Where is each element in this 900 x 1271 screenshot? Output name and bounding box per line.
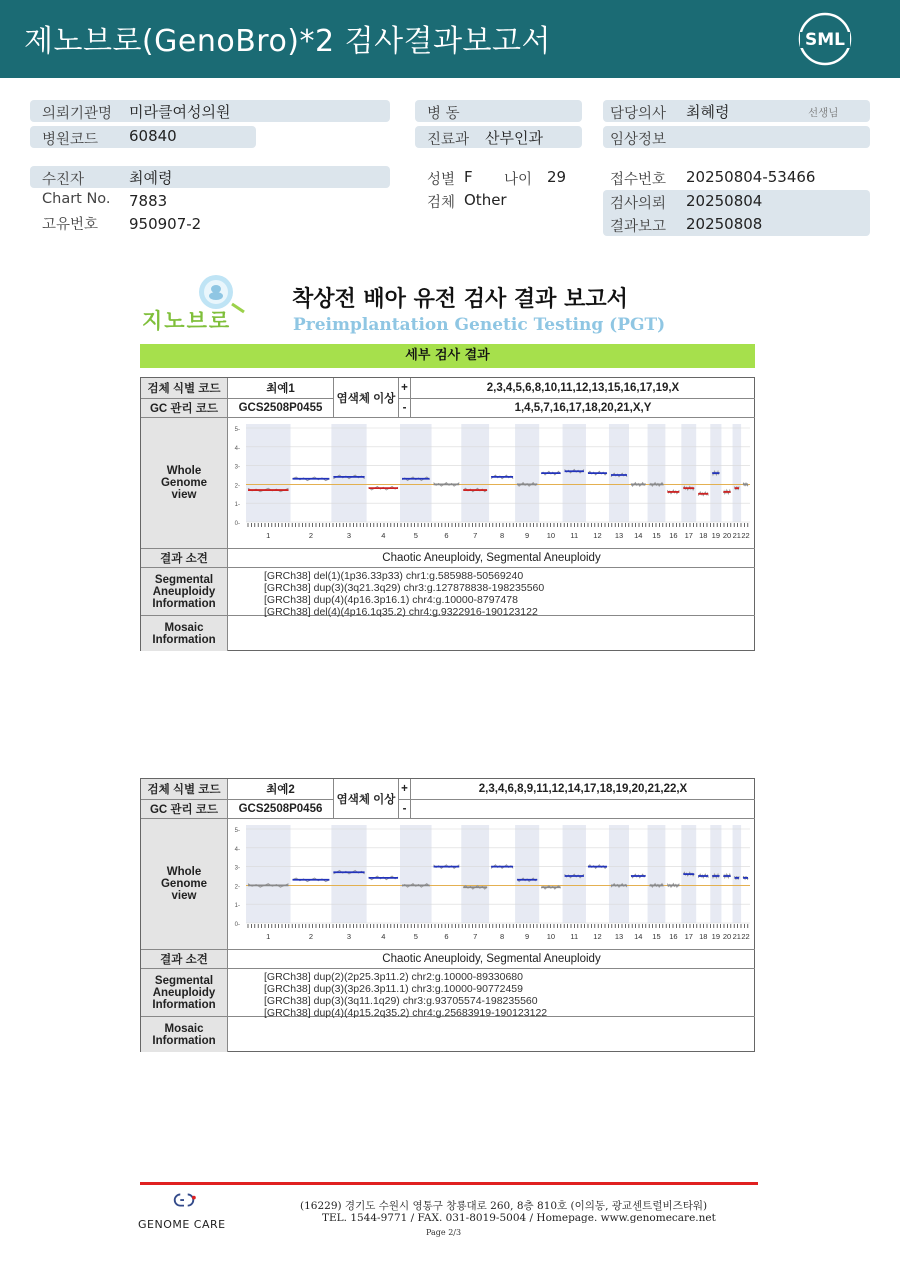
- chromosome-label: 20: [722, 531, 732, 540]
- y-tick-label: 1-: [234, 903, 240, 910]
- chromosome-band: [733, 424, 742, 522]
- chromosome-label: 10: [546, 932, 556, 941]
- sml-logo-icon: [798, 12, 852, 66]
- y-tick-label: 3-: [234, 464, 240, 471]
- whole-genome-chart-2: [228, 819, 753, 948]
- minus-sign: -: [399, 399, 411, 418]
- minus-sign: -: [399, 800, 411, 819]
- chromosome-band: [515, 825, 539, 923]
- wgv-chart-cell: [228, 819, 755, 950]
- chromosome-label: 19: [711, 932, 721, 941]
- doctor-label: 담당의사: [610, 106, 667, 122]
- department-value: 산부인과: [485, 129, 543, 147]
- gc-code-label: GC 관리 코드: [141, 800, 228, 819]
- receipt-value: 20250804-53466: [686, 168, 816, 186]
- chromosome-band: [710, 825, 721, 923]
- chromosome-label: 14: [634, 932, 643, 941]
- chromosome-label: 11: [570, 932, 579, 941]
- chromosome-label: 9: [525, 531, 530, 540]
- genobro-logo-icon: [140, 272, 255, 334]
- chromosome-band: [648, 825, 666, 923]
- doctor-value: 최혜령: [686, 103, 730, 121]
- chromosome-label: 2: [308, 932, 314, 941]
- chromosome-label: 8: [499, 531, 505, 540]
- chromosome-label: 2: [308, 531, 314, 540]
- chromosome-label: 14: [634, 531, 643, 540]
- segmental-cell: [228, 568, 755, 616]
- mosaic-label: Mosaic Information: [141, 1017, 228, 1052]
- gc-code-value: GCS2508P0456: [228, 800, 334, 819]
- minus-chromosomes: 1,4,5,7,16,17,18,20,21,X,Y: [411, 399, 755, 418]
- chromosome-label: 13: [614, 531, 624, 540]
- doctor-suffix: 선생님: [808, 107, 839, 119]
- embryo-table-2: [140, 778, 755, 1052]
- chromosome-band: [246, 424, 291, 522]
- segmental-list: [264, 570, 544, 618]
- request-value: 20250804: [686, 192, 763, 210]
- chromosome-label: 18: [699, 932, 708, 941]
- chromosome-label: 22: [741, 932, 750, 941]
- chromosome-label: 11: [570, 531, 579, 540]
- genobro-logo-text: 지노브로: [142, 309, 232, 333]
- plus-chromosomes: 2,3,4,5,6,8,10,11,12,13,15,16,17,19,X: [411, 378, 755, 399]
- ward-label: 병 동: [427, 106, 460, 122]
- chromosome-label: 8: [499, 932, 505, 941]
- plus-chromosomes: 2,3,4,6,8,9,11,12,14,17,18,19,20,21,22,X: [411, 779, 755, 800]
- institution-value: 미라클여성의원: [129, 103, 231, 121]
- report-title: 제노브로(GenoBro)*2 검사결과보고서: [24, 24, 551, 59]
- chromosome-label: 18: [699, 531, 708, 540]
- chromosome-label: 6: [444, 932, 449, 941]
- unique-no-value: 950907-2: [129, 215, 202, 233]
- chromosome-band: [648, 424, 666, 522]
- y-tick-label: 4-: [234, 445, 240, 452]
- department-label: 진료과: [427, 132, 470, 148]
- plus-sign: +: [399, 779, 411, 800]
- y-tick-label: 5-: [234, 427, 240, 433]
- specimen-value: Other: [464, 191, 507, 209]
- unique-no-label: 고유번호: [42, 217, 99, 233]
- chromosome-label: 21: [732, 932, 741, 941]
- chromosome-label: 1: [266, 932, 271, 941]
- segmental-line: [GRCh38] dup(3)(3q11.1q29) chr3:g.93705574-198235560: [264, 995, 538, 1007]
- y-tick-label: 2-: [234, 884, 240, 891]
- chromosome-band: [461, 825, 489, 923]
- chromosome-band: [400, 424, 432, 522]
- pgt-title-en: Preimplantation Genetic Testing (PGT): [293, 315, 666, 335]
- age-label: 나이: [504, 172, 533, 188]
- plus-sign: +: [399, 378, 411, 399]
- chromosome-band: [609, 825, 629, 923]
- chrom-abn-label: 염색체 이상: [334, 378, 399, 418]
- y-tick-label: 5-: [234, 828, 240, 834]
- chromosome-band: [246, 825, 291, 923]
- chromosome-label: 6: [444, 531, 449, 540]
- minus-chromosomes: [411, 800, 755, 819]
- wgv-label: Whole Genome view: [141, 819, 228, 950]
- chromosome-label: 7: [473, 932, 478, 941]
- chromosome-band: [515, 424, 539, 522]
- gc-code-label: GC 관리 코드: [141, 399, 228, 418]
- chromosome-label: 16: [669, 531, 678, 540]
- chrom-abn-label: 염색체 이상: [334, 779, 399, 819]
- segmental-label: Segmental Aneuploidy Information: [141, 568, 228, 616]
- institution-label: 의뢰기관명: [42, 106, 113, 122]
- sex-value: F: [464, 168, 473, 186]
- chart-no-label: Chart No.: [42, 191, 111, 207]
- embryo-table-1: [140, 377, 755, 651]
- chart-no-value: 7883: [129, 192, 168, 210]
- chromosome-label: 9: [525, 932, 530, 941]
- result-value: Chaotic Aneuploidy, Segmental Aneuploidy: [228, 549, 755, 568]
- wgv-chart-cell: [228, 418, 755, 549]
- footer-address: (16229) 경기도 수원시 영통구 창룡대로 260, 8층 810호 (이의동, 광교센트럴비즈타워): [300, 1200, 708, 1212]
- result-value: Chaotic Aneuploidy, Segmental Aneuploidy: [228, 950, 755, 969]
- y-tick-label: 0-: [234, 922, 240, 928]
- report-date-label: 결과보고: [610, 219, 667, 235]
- chromosome-label: 21: [732, 531, 741, 540]
- section-header: 세부 검사 결과: [140, 344, 755, 368]
- header-bar: [0, 0, 900, 78]
- chromosome-label: 3: [346, 932, 352, 941]
- specimen-code-label: 검체 식별 코드: [141, 378, 228, 399]
- chromosome-label: 5: [413, 932, 418, 941]
- hospital-code-value: 60840: [129, 127, 177, 145]
- mosaic-label: Mosaic Information: [141, 616, 228, 651]
- chromosome-label: 15: [652, 531, 661, 540]
- result-label: 결과 소견: [141, 549, 228, 568]
- chromosome-label: 1: [266, 531, 271, 540]
- genome-care-name: GENOME CARE: [138, 1218, 226, 1231]
- chromosome-label: 22: [741, 531, 750, 540]
- chromosome-label: 15: [652, 932, 661, 941]
- pgt-title-ko: 착상전 배아 유전 검사 결과 보고서: [292, 287, 628, 312]
- specimen-code-value: 최예2: [228, 779, 334, 800]
- y-tick-label: 2-: [234, 483, 240, 490]
- chromosome-band: [681, 424, 696, 522]
- chromosome-label: 7: [473, 531, 478, 540]
- chromosome-band: [400, 825, 432, 923]
- segmental-list: [264, 971, 547, 1019]
- segmental-label: Segmental Aneuploidy Information: [141, 969, 228, 1017]
- examinee-value: 최예령: [129, 169, 173, 187]
- genome-care-logo-icon: [138, 1192, 230, 1218]
- chromosome-label: 12: [593, 531, 602, 540]
- chromosome-label: 5: [413, 531, 418, 540]
- segmental-line: [GRCh38] dup(3)(3p26.3p11.1) chr3:g.10000-90772459: [264, 983, 523, 995]
- footer-divider: [140, 1182, 758, 1185]
- segmental-line: [GRCh38] dup(2)(2p25.3p11.2) chr2:g.10000-89330680: [264, 971, 523, 983]
- result-label: 결과 소견: [141, 950, 228, 969]
- mosaic-value: [228, 616, 755, 651]
- report-date-value: 20250808: [686, 215, 763, 233]
- request-label: 검사의뢰: [610, 196, 667, 212]
- sex-label: 성별: [427, 172, 456, 188]
- y-tick-label: 4-: [234, 846, 240, 853]
- segmental-cell: [228, 969, 755, 1017]
- y-tick-label: 1-: [234, 502, 240, 509]
- whole-genome-chart-1: [228, 418, 753, 547]
- chromosome-band: [461, 424, 489, 522]
- chromosome-label: 17: [684, 932, 693, 941]
- chromosome-label: 16: [669, 932, 678, 941]
- chromosome-band: [733, 825, 742, 923]
- chromosome-band: [609, 424, 629, 522]
- chromosome-label: 20: [722, 932, 732, 941]
- specimen-label: 검체: [427, 195, 456, 211]
- mosaic-value: [228, 1017, 755, 1052]
- chromosome-label: 4: [381, 932, 386, 941]
- page-number: Page 2/3: [426, 1228, 462, 1237]
- specimen-code-label: 검체 식별 코드: [141, 779, 228, 800]
- chromosome-label: 17: [684, 531, 693, 540]
- sml-logo-text: SML: [805, 30, 845, 50]
- chromosome-label: 13: [614, 932, 624, 941]
- chromosome-band: [331, 424, 366, 522]
- clinical-label: 임상정보: [610, 132, 667, 148]
- footer-contact: TEL. 1544-9771 / FAX. 031-8019-5004 / Homepage. www.genomecare.net: [322, 1212, 716, 1224]
- age-value: 29: [547, 168, 567, 186]
- segmental-line: [GRCh38] dup(3)(3q21.3q29) chr3:g.127878838-198235560: [264, 582, 545, 594]
- chromosome-label: 10: [546, 531, 556, 540]
- y-tick-label: 3-: [234, 865, 240, 872]
- segmental-line: [GRCh38] dup(4)(4p16.3p16.1) chr4:g.10000-8797478: [264, 594, 518, 606]
- chromosome-label: 19: [711, 531, 721, 540]
- examinee-label: 수진자: [42, 172, 85, 188]
- chromosome-band: [563, 424, 586, 522]
- wgv-label: Whole Genome view: [141, 418, 228, 549]
- segmental-line: [GRCh38] dup(4)(4p15.2q35.2) chr4:g.25683919-190123122: [264, 1007, 548, 1019]
- chromosome-label: 4: [381, 531, 386, 540]
- specimen-code-value: 최예1: [228, 378, 334, 399]
- segmental-line: [GRCh38] del(1)(1p36.33p33) chr1:g.585988-50569240: [264, 570, 524, 582]
- gc-code-value: GCS2508P0455: [228, 399, 334, 418]
- hospital-code-label: 병원코드: [42, 132, 99, 148]
- chromosome-label: 12: [593, 932, 602, 941]
- receipt-label: 접수번호: [610, 172, 667, 188]
- y-tick-label: 0-: [234, 521, 240, 527]
- segmental-line: [GRCh38] del(4)(4p16.1q35.2) chr4:g.9322916-190123122: [264, 606, 538, 618]
- chromosome-label: 3: [346, 531, 352, 540]
